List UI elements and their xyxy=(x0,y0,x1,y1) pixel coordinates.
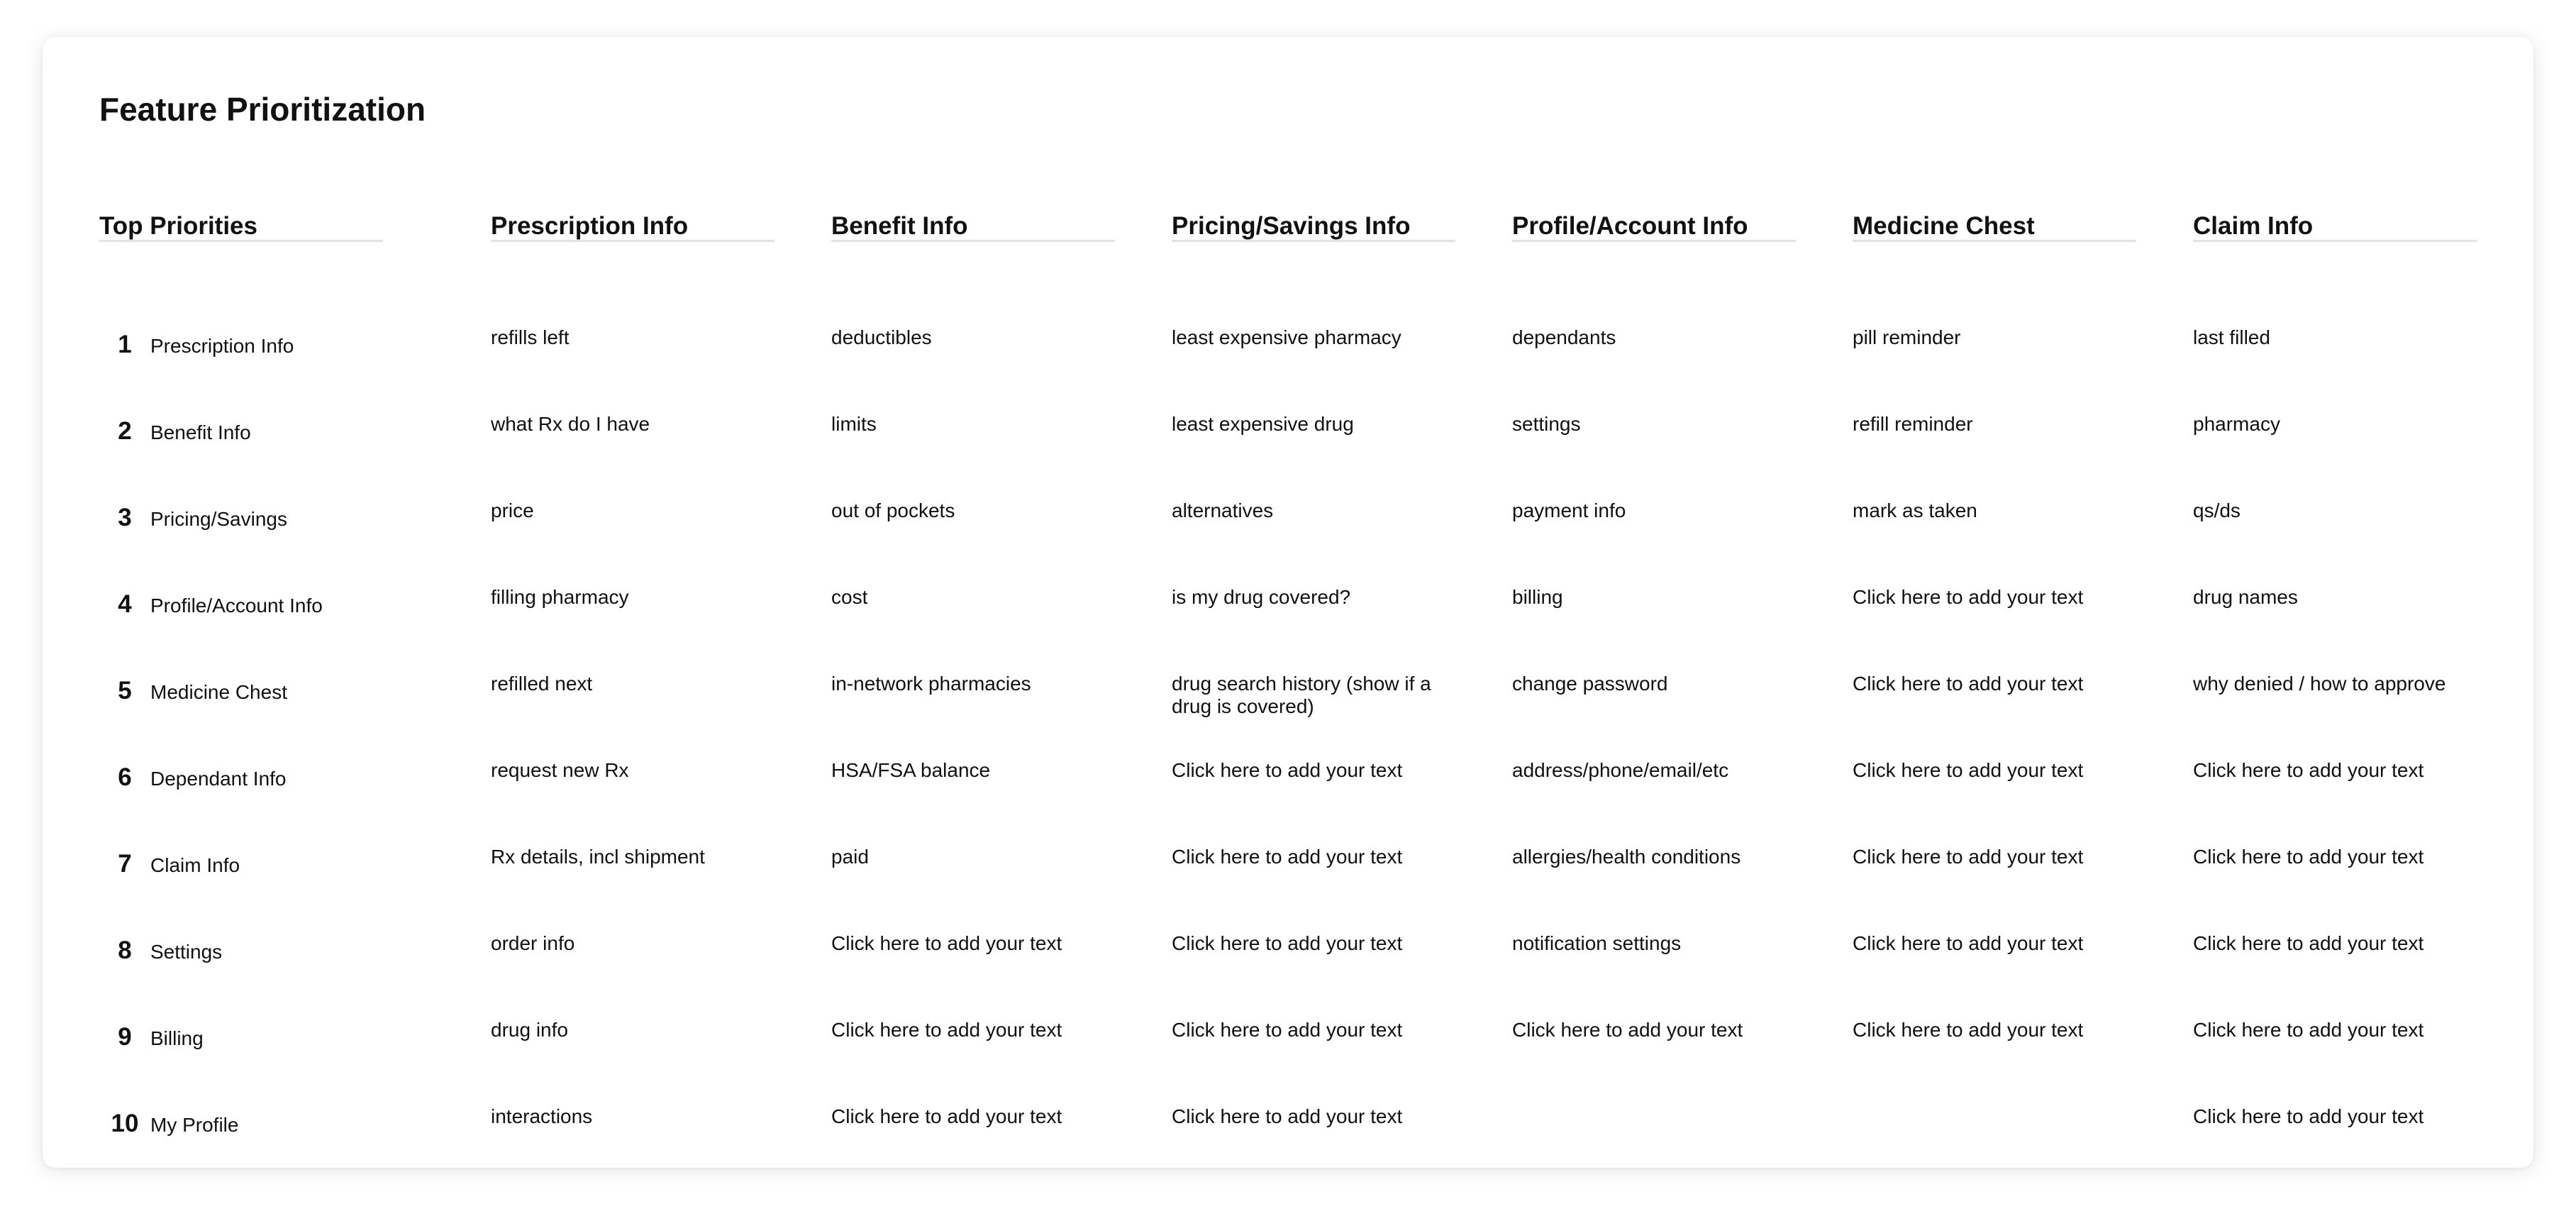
feature-cell[interactable]: in-network pharmacies xyxy=(831,673,1031,695)
claim-info-column xyxy=(2193,189,2477,1127)
benefit-info-column xyxy=(831,189,1115,1127)
column-cells xyxy=(831,242,1115,1127)
priority-row xyxy=(99,1023,397,1051)
feature-cell[interactable]: request new Rx xyxy=(491,759,629,781)
feature-prioritization-card xyxy=(43,37,2533,1168)
feature-cell[interactable]: dependants xyxy=(1512,326,1616,348)
priority-label: Medicine Chest xyxy=(150,681,287,703)
feature-cell[interactable]: paid xyxy=(831,846,869,868)
feature-cell[interactable]: price xyxy=(491,499,534,521)
add-text-placeholder[interactable]: Click here to add your text xyxy=(2193,846,2424,868)
column-header: Benefit Info xyxy=(831,189,1115,242)
feature-cell[interactable]: alternatives xyxy=(1172,499,1274,521)
add-text-placeholder[interactable]: Click here to add your text xyxy=(1853,673,2084,695)
add-text-placeholder[interactable]: Click here to add your text xyxy=(1172,1019,1403,1041)
feature-cell[interactable]: allergies/health conditions xyxy=(1512,846,1741,868)
priority-label: Dependant Info xyxy=(150,768,287,790)
feature-cell[interactable]: settings xyxy=(1512,413,1581,435)
feature-cell[interactable]: address/phone/email/etc xyxy=(1512,759,1729,781)
priority-row xyxy=(99,850,397,878)
priority-row xyxy=(99,763,397,792)
prescription-info-column xyxy=(491,189,775,1127)
priority-label: Profile/Account Info xyxy=(150,595,323,617)
feature-cell[interactable]: HSA/FSA balance xyxy=(831,759,991,781)
feature-cell[interactable]: filling pharmacy xyxy=(491,586,629,608)
priority-label: Settings xyxy=(150,941,223,963)
feature-cell[interactable]: mark as taken xyxy=(1853,499,1977,521)
add-text-placeholder[interactable]: Click here to add your text xyxy=(2193,1019,2424,1041)
feature-cell[interactable]: drug search history (show if a drug is covered) xyxy=(1172,673,1431,717)
feature-cell[interactable]: order info xyxy=(491,932,575,954)
priority-rank: 2 xyxy=(118,417,132,445)
column-cells xyxy=(491,242,775,1127)
feature-cell[interactable]: drug names xyxy=(2193,586,2298,608)
priority-rank: 8 xyxy=(118,936,132,964)
medicine-chest-column xyxy=(1853,189,2136,1115)
column-header: Prescription Info xyxy=(491,189,775,242)
feature-cell[interactable]: out of pockets xyxy=(831,499,955,521)
priority-rank: 5 xyxy=(118,677,132,704)
feature-cell[interactable]: pill reminder xyxy=(1853,326,1961,348)
priority-rank: 7 xyxy=(118,850,132,878)
priority-row xyxy=(99,677,397,705)
column-header: Claim Info xyxy=(2193,189,2477,242)
priority-label: Prescription Info xyxy=(150,335,294,357)
add-text-placeholder[interactable]: Click here to add your text xyxy=(1512,1019,1743,1041)
priority-row xyxy=(99,417,397,446)
add-text-placeholder[interactable]: Click here to add your text xyxy=(2193,932,2424,954)
add-text-placeholder[interactable]: Click here to add your text xyxy=(1853,846,2084,868)
feature-cell[interactable]: deductibles xyxy=(831,326,932,348)
top-priorities-column xyxy=(99,189,383,1137)
add-text-placeholder[interactable]: Click here to add your text xyxy=(1853,759,2084,781)
priority-label: Claim Info xyxy=(150,854,240,876)
feature-cell[interactable]: limits xyxy=(831,413,877,435)
feature-cell[interactable]: refill reminder xyxy=(1853,413,1973,435)
priority-row xyxy=(99,331,397,359)
profile-account-info-column xyxy=(1512,189,1796,1115)
top-priorities-header: Top Priorities xyxy=(99,189,383,242)
feature-cell[interactable]: billing xyxy=(1512,586,1563,608)
feature-cell[interactable]: is my drug covered? xyxy=(1172,586,1351,608)
priority-rank: 9 xyxy=(118,1023,132,1051)
column-cells xyxy=(1853,242,2136,1115)
feature-cell[interactable]: refilled next xyxy=(491,673,593,695)
priority-row xyxy=(99,590,397,619)
column-header: Medicine Chest xyxy=(1853,189,2136,242)
feature-cell[interactable]: why denied / how to approve xyxy=(2193,673,2446,695)
column-cells xyxy=(1512,242,1796,1115)
feature-cell[interactable]: notification settings xyxy=(1512,932,1682,954)
add-text-placeholder[interactable]: Click here to add your text xyxy=(1172,846,1403,868)
add-text-placeholder[interactable]: Click here to add your text xyxy=(1172,759,1403,781)
feature-cell[interactable]: pharmacy xyxy=(2193,413,2280,435)
feature-cell[interactable]: cost xyxy=(831,586,868,608)
add-text-placeholder[interactable]: Click here to add your text xyxy=(1853,586,2084,608)
priority-row xyxy=(99,936,397,965)
feature-cell[interactable]: drug info xyxy=(491,1019,568,1041)
add-text-placeholder[interactable]: Click here to add your text xyxy=(1172,1105,1403,1127)
priority-rank: 4 xyxy=(118,590,132,618)
add-text-placeholder[interactable]: Click here to add your text xyxy=(831,1105,1062,1127)
priority-row xyxy=(99,504,397,532)
feature-cell[interactable]: refills left xyxy=(491,326,570,348)
feature-cell[interactable]: Rx details, incl shipment xyxy=(491,846,705,868)
column-header: Profile/Account Info xyxy=(1512,189,1796,242)
add-text-placeholder[interactable]: Click here to add your text xyxy=(1853,932,2084,954)
add-text-placeholder[interactable]: Click here to add your text xyxy=(831,932,1062,954)
feature-cell[interactable]: qs/ds xyxy=(2193,499,2241,521)
priority-label: Billing xyxy=(150,1027,204,1049)
pricing-savings-info-column xyxy=(1172,189,1455,1127)
feature-cell[interactable]: what Rx do I have xyxy=(491,413,650,435)
add-text-placeholder[interactable]: Click here to add your text xyxy=(1853,1019,2084,1041)
feature-cell[interactable]: interactions xyxy=(491,1105,593,1127)
priority-row xyxy=(99,1110,397,1138)
priority-rank: 10 xyxy=(111,1110,139,1137)
add-text-placeholder[interactable]: Click here to add your text xyxy=(2193,759,2424,781)
priority-rank: 1 xyxy=(118,331,132,358)
feature-cell[interactable]: least expensive pharmacy xyxy=(1172,326,1401,348)
priority-rank: 3 xyxy=(118,504,132,531)
column-cells xyxy=(1172,242,1455,1127)
priority-label: Benefit Info xyxy=(150,421,251,443)
top-priorities-list xyxy=(99,242,383,1137)
feature-cell[interactable]: last filled xyxy=(2193,326,2270,348)
add-text-placeholder[interactable]: Click here to add your text xyxy=(1172,932,1403,954)
priority-label: My Profile xyxy=(150,1114,239,1136)
priority-label: Pricing/Savings xyxy=(150,508,287,530)
feature-cell[interactable]: change password xyxy=(1512,673,1668,695)
priority-rank: 6 xyxy=(118,763,132,791)
column-cells xyxy=(2193,242,2477,1127)
add-text-placeholder[interactable]: Click here to add your text xyxy=(831,1019,1062,1041)
column-header: Pricing/Savings Info xyxy=(1172,189,1455,242)
feature-cell[interactable]: payment info xyxy=(1512,499,1626,521)
add-text-placeholder[interactable]: Click here to add your text xyxy=(2193,1105,2424,1127)
feature-cell[interactable]: least expensive drug xyxy=(1172,413,1354,435)
page-title: Feature Prioritization xyxy=(99,91,426,128)
